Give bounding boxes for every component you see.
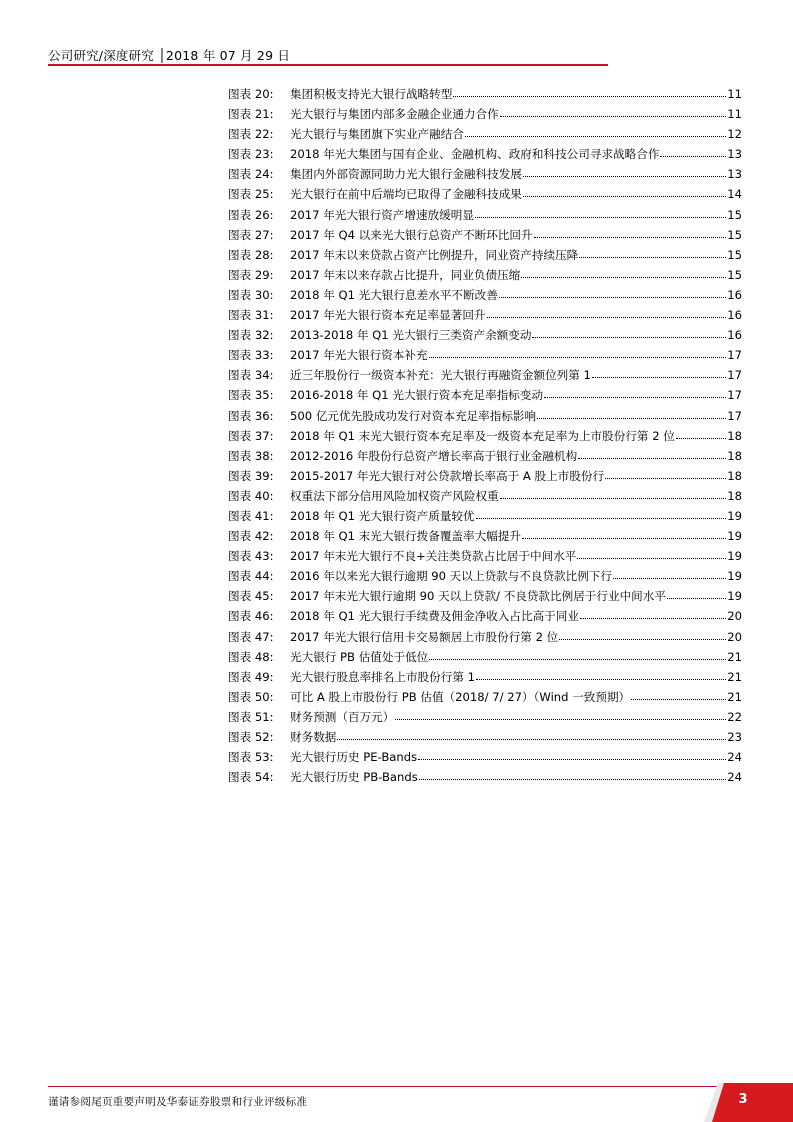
- toc-entry-label: 图表 39:: [228, 468, 274, 483]
- footer-divider: [48, 1086, 728, 1087]
- toc-entry-label: 图表 32:: [228, 328, 274, 343]
- toc-entry-label: 图表 41:: [228, 508, 274, 523]
- toc-entry-title: 2017 年末光大银行不良+关注类贷款占比居于中间水平: [290, 549, 577, 564]
- toc-entry-title: 2018 年 Q1 光大银行资产质量较优: [290, 508, 475, 523]
- toc-entry-label: 图表 46:: [228, 609, 274, 624]
- page-number-tab: [712, 1083, 793, 1122]
- toc-entry-page: 16: [727, 308, 742, 323]
- toc-entry-page: 11: [727, 87, 742, 101]
- toc-entry[interactable]: [228, 385, 742, 405]
- toc-entry-title: 可比 A 股上市股份行 PB 估值（2018/ 7/ 27）（Wind 一致预期）: [290, 689, 631, 704]
- toc-entry-page: 14: [727, 187, 742, 202]
- toc-entry[interactable]: [228, 225, 742, 245]
- toc-entry-label: 图表 26:: [228, 207, 274, 222]
- toc-dot-leader: [475, 205, 726, 218]
- toc-entry[interactable]: [228, 124, 742, 144]
- toc-entry-page: 20: [727, 629, 742, 644]
- toc-entry[interactable]: [228, 285, 742, 305]
- toc-entry-title: 2017 年末以来贷款占资产比例提升，同业资产持续压降: [290, 247, 579, 262]
- toc-entry-label: 图表 44:: [228, 569, 274, 584]
- toc-dot-leader: [476, 506, 727, 519]
- toc-entry-page: 12: [727, 127, 742, 142]
- toc-entry-label: 图表 23:: [228, 147, 274, 162]
- toc-dot-leader: [418, 747, 726, 760]
- toc-entry[interactable]: [228, 486, 742, 506]
- toc-entry[interactable]: [228, 687, 742, 707]
- toc-entry-label: 图表 31:: [228, 308, 274, 323]
- toc-entry-title: 2018 年 Q1 末光大银行资本充足率及一级资本充足率为上市股份行第 2 位: [290, 428, 675, 443]
- toc-entry[interactable]: [228, 245, 742, 265]
- toc-entry[interactable]: [228, 265, 742, 285]
- toc-entry-page: 16: [727, 328, 742, 343]
- toc-entry-page: 19: [727, 508, 742, 523]
- toc-entry-page: 11: [727, 107, 742, 122]
- toc-entry-label: 图表 28:: [228, 247, 274, 262]
- toc-entry-title: 光大银行与集团内部多金融企业通力合作: [290, 107, 499, 122]
- toc-entry-label: 图表 49:: [228, 669, 274, 684]
- toc-entry-label: 图表 34:: [228, 368, 274, 383]
- toc-entry[interactable]: [228, 586, 742, 606]
- toc-entry[interactable]: [228, 205, 742, 225]
- toc-entry[interactable]: [228, 627, 742, 647]
- toc-entry-label: 图表 45:: [228, 589, 274, 604]
- toc-dot-leader: [337, 727, 726, 740]
- toc-entry-page: 17: [727, 408, 742, 423]
- toc-entry-label: 图表 52:: [228, 730, 274, 744]
- toc-entry[interactable]: [228, 345, 742, 365]
- toc-entry-label: 图表 29:: [228, 267, 274, 282]
- toc-entry-label: 图表 50:: [228, 689, 274, 704]
- toc-entry-page: 16: [727, 287, 742, 302]
- toc-dot-leader: [522, 526, 726, 539]
- toc-entry[interactable]: [228, 84, 742, 104]
- toc-entry-page: 15: [727, 247, 742, 262]
- toc-dot-leader: [523, 184, 726, 197]
- toc-entry-title: 光大银行 PB 估值处于低位: [290, 649, 429, 664]
- toc-entry[interactable]: [228, 184, 742, 204]
- toc-dot-leader: [592, 365, 726, 378]
- toc-entry-title: 光大银行在前中后端均已取得了金融科技成果: [290, 187, 522, 202]
- toc-entry-title: 权重法下部分信用风险加权资产风险权重: [290, 488, 499, 503]
- toc-entry-label: 图表 36:: [228, 408, 274, 423]
- toc-dot-leader: [476, 667, 726, 680]
- toc-entry-page: 24: [727, 750, 742, 765]
- toc-entry-title: 2015-2017 年光大银行对公贷款增长率高于 A 股上市股份行: [290, 468, 605, 483]
- toc-entry-label: 图表 53:: [228, 750, 274, 765]
- toc-entry-page: 23: [727, 730, 742, 744]
- toc-entry-title: 2013-2018 年 Q1 光大银行三类资产余额变动: [290, 328, 532, 343]
- toc-entry[interactable]: [228, 466, 742, 486]
- toc-entry-label: 图表 30:: [228, 287, 274, 302]
- toc-entry[interactable]: [228, 406, 742, 426]
- toc-entry-title: 2018 年光大集团与国有企业、金融机构、政府和科技公司寻求战略合作: [290, 147, 660, 162]
- toc-entry-title: 2017 年光大银行资本补充: [290, 348, 428, 363]
- toc-entry-page: 20: [727, 609, 742, 624]
- toc-dot-leader: [578, 446, 726, 459]
- toc-dot-leader: [577, 546, 726, 559]
- toc-entry-title: 光大银行股息率排名上市股份行第 1: [290, 669, 475, 684]
- toc-entry-label: 图表 38:: [228, 448, 274, 463]
- toc-entry-title: 2017 年光大银行资本充足率显著回升: [290, 308, 486, 323]
- toc-entry-title: 2017 年光大银行信用卡交易额居上市股份行第 2 位: [290, 629, 559, 644]
- toc-entry-title: 2017 年末以来存款占比提升，同业负债压缩: [290, 267, 521, 282]
- toc-dot-leader: [487, 305, 727, 318]
- toc-entry-page: 17: [727, 388, 742, 403]
- toc-entry[interactable]: [228, 606, 742, 626]
- toc-entry-label: 图表 25:: [228, 187, 274, 202]
- toc-dot-leader: [579, 245, 726, 258]
- toc-entry-title: 近三年股份行一级资本补充：光大银行再融资金额位列第 1: [290, 368, 591, 383]
- toc-entry-label: 图表 21:: [228, 107, 274, 122]
- toc-entry-page: 18: [727, 468, 742, 483]
- toc-entry-page: 24: [727, 770, 742, 785]
- toc-dot-leader: [559, 627, 726, 640]
- toc-entry-page: 17: [727, 348, 742, 363]
- toc-entry-title: 2017 年末光大银行逾期 90 天以上贷款/ 不良贷款比例居于行业中间水平: [290, 589, 666, 604]
- toc-entry-page: 19: [727, 529, 742, 544]
- toc-entry[interactable]: [228, 647, 742, 667]
- toc-entry-title: 2016 年以来光大银行逾期 90 天以上贷款与不良贷款比例下行: [290, 569, 612, 584]
- toc-entry-page: 15: [727, 227, 742, 242]
- toc-dot-leader: [537, 406, 726, 419]
- toc-entry[interactable]: [228, 325, 742, 345]
- toc-entry-page: 17: [727, 368, 742, 383]
- toc-entry-page: 22: [727, 709, 742, 724]
- toc-entry-label: 图表 51:: [228, 709, 274, 724]
- toc-dot-leader: [429, 345, 727, 358]
- toc-entry[interactable]: [228, 426, 742, 446]
- toc-entry-title: 集团内外部资源同助力光大银行金融科技发展: [290, 167, 522, 182]
- toc-dot-leader: [544, 385, 726, 398]
- toc-entry-page: 21: [727, 649, 742, 664]
- toc-entry-label: 图表 24:: [228, 167, 274, 182]
- toc-entry-page: 21: [727, 689, 742, 704]
- toc-entry[interactable]: [228, 305, 742, 325]
- footer-disclaimer: 谨请参阅尾页重要声明及华泰证券股票和行业评级标准: [48, 1096, 308, 1108]
- toc-entry-title: 2018 年 Q1 光大银行手续费及佣金净收入占比高于同业: [290, 609, 579, 624]
- toc-entry-title: 光大银行历史 PE-Bands: [290, 750, 418, 765]
- toc-dot-leader: [429, 647, 726, 660]
- toc-entry-label: 图表 40:: [228, 488, 274, 503]
- figure-index-list: [228, 84, 742, 787]
- toc-entry-title: 2018 年 Q1 光大银行息差水平不断改善: [290, 287, 498, 302]
- toc-entry[interactable]: [228, 566, 742, 586]
- toc-entry-page: 19: [727, 549, 742, 564]
- toc-entry[interactable]: [228, 727, 742, 747]
- toc-entry-title: 2018 年 Q1 末光大银行拨备覆盖率大幅提升: [290, 529, 521, 544]
- toc-entry-page: 15: [727, 267, 742, 282]
- toc-entry[interactable]: [228, 446, 742, 466]
- toc-entry-label: 图表 47:: [228, 629, 274, 644]
- toc-entry[interactable]: [228, 506, 742, 526]
- header-divider: [48, 64, 608, 66]
- toc-entry-title: 2017 年 Q4 以来光大银行总资产不断环比回升: [290, 227, 533, 242]
- toc-entry-page: 18: [727, 428, 742, 443]
- toc-dot-leader: [465, 124, 726, 137]
- toc-entry-page: 18: [727, 488, 742, 503]
- toc-dot-leader: [613, 566, 726, 579]
- toc-entry[interactable]: [228, 767, 742, 787]
- toc-dot-leader: [523, 164, 726, 177]
- toc-entry-title: 2017 年光大银行资产增速放缓明显: [290, 207, 474, 222]
- toc-entry[interactable]: [228, 144, 742, 164]
- toc-entry-title: 光大银行与集团旗下实业产融结合: [290, 127, 464, 142]
- toc-entry-label: 图表 37:: [228, 428, 274, 443]
- toc-entry-title: 2016-2018 年 Q1 光大银行资本充足率指标变动: [290, 388, 544, 403]
- toc-dot-leader: [580, 606, 726, 619]
- toc-entry[interactable]: [228, 104, 742, 124]
- toc-dot-leader: [499, 285, 726, 298]
- toc-dot-leader: [605, 466, 726, 479]
- toc-dot-leader: [500, 486, 727, 499]
- page-number: 3: [738, 1092, 748, 1107]
- toc-dot-leader: [676, 426, 726, 439]
- toc-entry-label: 图表 35:: [228, 388, 274, 403]
- toc-dot-leader: [660, 144, 726, 157]
- toc-entry-page: 13: [727, 167, 742, 182]
- toc-entry-title: 财务数据: [290, 730, 337, 744]
- toc-entry-page: 15: [727, 207, 742, 222]
- toc-entry[interactable]: [228, 707, 742, 727]
- toc-entry-title: 财务预测（百万元）: [290, 709, 395, 724]
- toc-entry-title: 集团积极支持光大银行战略转型: [290, 87, 453, 101]
- toc-entry-label: 图表 42:: [228, 529, 274, 544]
- toc-entry-label: 图表 48:: [228, 649, 274, 664]
- toc-entry[interactable]: [228, 747, 742, 767]
- toc-entry-label: 图表 22:: [228, 127, 274, 142]
- toc-entry-page: 18: [727, 448, 742, 463]
- toc-entry[interactable]: [228, 365, 742, 385]
- toc-entry-label: 图表 43:: [228, 549, 274, 564]
- toc-dot-leader: [534, 225, 727, 238]
- toc-entry-title: 2012-2016 年股份行总资产增长率高于银行业金融机构: [290, 448, 578, 463]
- toc-entry-label: 图表 54:: [228, 770, 274, 785]
- toc-entry-label: 图表 20:: [228, 87, 274, 101]
- toc-dot-leader: [532, 325, 726, 338]
- toc-dot-leader: [521, 265, 726, 278]
- toc-entry-page: 21: [727, 669, 742, 684]
- toc-dot-leader: [500, 104, 727, 117]
- toc-entry-page: 13: [727, 147, 742, 162]
- toc-entry-page: 19: [727, 589, 742, 604]
- toc-entry[interactable]: [228, 546, 742, 566]
- toc-entry-page: 19: [727, 569, 742, 584]
- toc-dot-leader: [667, 586, 726, 599]
- toc-entry[interactable]: [228, 164, 742, 184]
- toc-entry-title: 光大银行历史 PB-Bands: [290, 770, 418, 785]
- toc-dot-leader: [419, 767, 726, 780]
- toc-entry-label: 图表 27:: [228, 227, 274, 242]
- toc-entry[interactable]: [228, 526, 742, 546]
- toc-entry[interactable]: [228, 667, 742, 687]
- toc-dot-leader: [453, 84, 726, 97]
- toc-entry-label: 图表 33:: [228, 348, 274, 363]
- toc-dot-leader: [395, 707, 726, 720]
- toc-dot-leader: [631, 687, 726, 700]
- toc-entry-title: 500 亿元优先股成功发行对资本充足率指标影响: [290, 408, 537, 423]
- page-header: 公司研究/深度研究 │2018 年 07 月 29 日: [48, 48, 291, 63]
